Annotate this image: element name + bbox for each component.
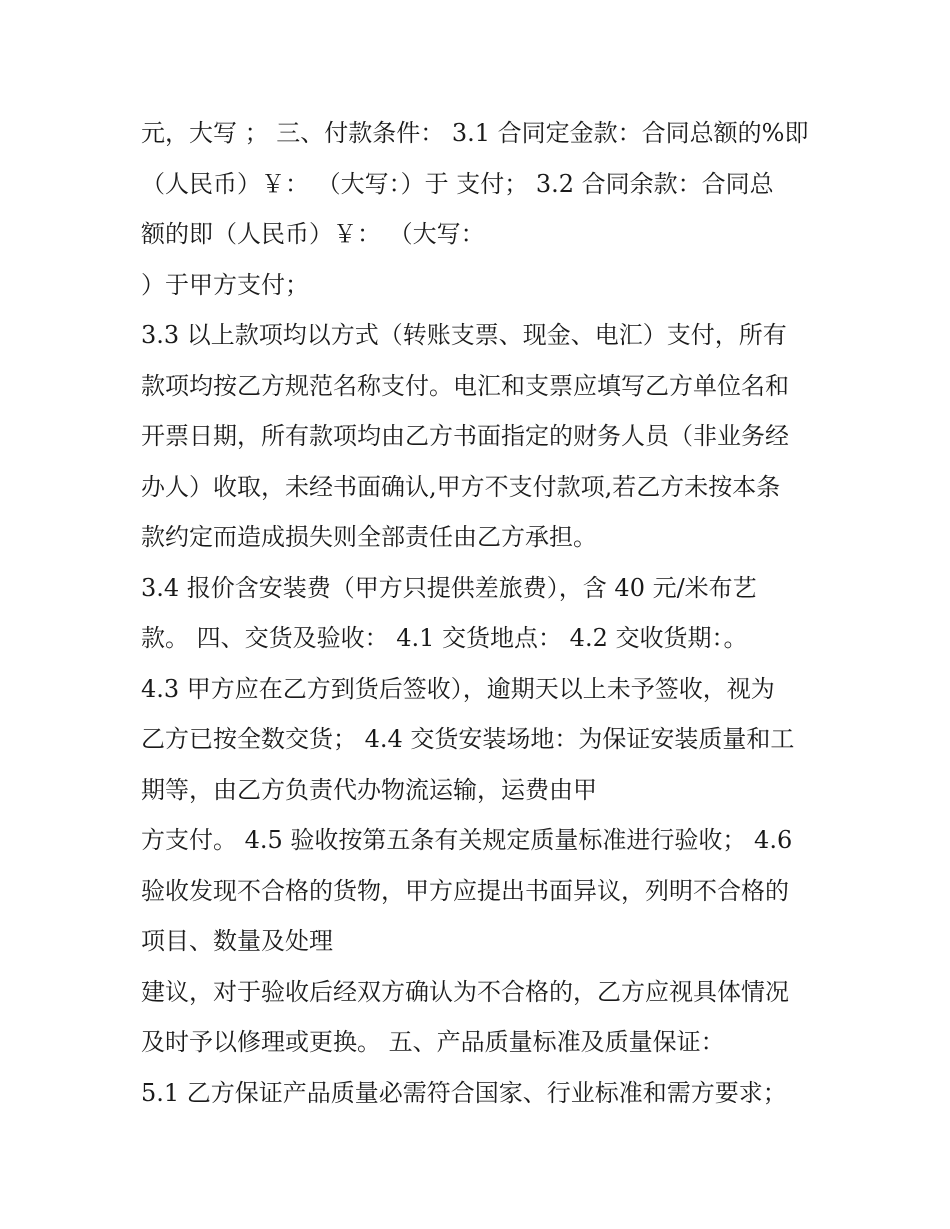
text-line-8: 办人）收取，未经书面确认,甲方不支付款项,若乙方未按本条 [141, 472, 781, 501]
text-line-2: （人民币）￥： （大写：）于 支付； 3.2 合同余款：合同总 [141, 169, 774, 198]
text-line-10: 3.4 报价含安装费（甲方只提供差旅费），含 40 元/米布艺 [141, 573, 757, 602]
text-line-13: 乙方已按全数交货； 4.4 交货安装场地：为保证安装质量和工 [141, 725, 795, 753]
text-line-6: 款项均按乙方规范名称支付。电汇和支票应填写乙方单位名和 [141, 371, 789, 400]
text-line-15: 方支付。 4.5 验收按第五条有关规定质量标准进行验收； 4.6 [141, 826, 793, 854]
text-line-17: 项目、数量及处理 [141, 927, 333, 955]
text-line-1: 元，大写 ； 三、付款条件： 3.1 合同定金款：合同总额的%即 [141, 119, 809, 147]
text-line-5: 3.3 以上款项均以方式（转账支票、现金、电汇）支付，所有 [141, 321, 787, 349]
text-line-14: 期等，由乙方负责代办物流运输，运费由甲 [141, 775, 597, 804]
text-line-7: 开票日期，所有款项均由乙方书面指定的财务人员（非业务经 [141, 422, 789, 450]
text-line-4: ）于甲方支付； [141, 270, 309, 299]
text-line-9: 款约定而造成损失则全部责任由乙方承担。 [141, 523, 597, 551]
text-line-11: 款。 四、交货及验收： 4.1 交货地点： 4.2 交收货期：。 [141, 624, 748, 652]
text-line-19: 及时予以修理或更换。 五、产品质量标准及质量保证： [141, 1028, 725, 1056]
text-line-18: 建议，对于验收后经双方确认为不合格的，乙方应视具体情况 [141, 977, 789, 1006]
text-line-3: 额的即（人民币）￥： （大写： [141, 220, 485, 248]
contract-text-body [141, 108, 831, 1118]
text-line-16: 验收发现不合格的货物，甲方应提出书面异议，列明不合格的 [141, 876, 789, 905]
text-line-20: 5.1 乙方保证产品质量必需符合国家、行业标准和需方要求； [141, 1078, 787, 1107]
text-line-12: 4.3 甲方应在乙方到货后签收），逾期天以上未予签收，视为 [141, 674, 775, 703]
